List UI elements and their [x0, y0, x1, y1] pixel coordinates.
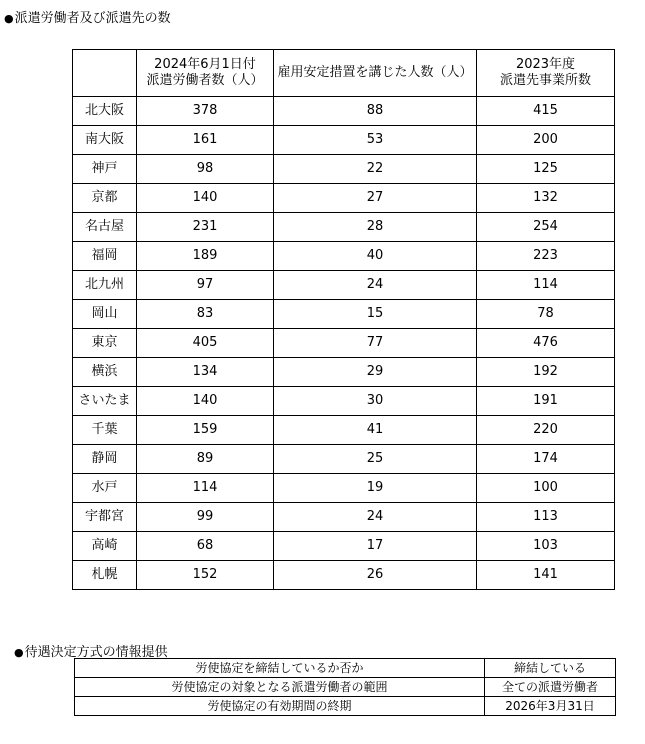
- value-cell: 405: [137, 329, 274, 358]
- info-value-cell: 全ての派遣労働者: [485, 678, 616, 697]
- table-header-row: [73, 50, 615, 97]
- value-cell: 99: [137, 503, 274, 532]
- value-cell: 114: [137, 474, 274, 503]
- info-value-cell: 締結している: [485, 659, 616, 678]
- value-cell: 24: [274, 503, 477, 532]
- value-cell: 161: [137, 126, 274, 155]
- value-cell: 77: [274, 329, 477, 358]
- value-cell: 88: [274, 97, 477, 126]
- table-row: [73, 155, 615, 184]
- value-cell: 28: [274, 213, 477, 242]
- office-name-cell: 宇都宮: [73, 503, 137, 532]
- table-row: [73, 474, 615, 503]
- value-cell: 25: [274, 445, 477, 474]
- office-name-cell: 高崎: [73, 532, 137, 561]
- table-row: [73, 213, 615, 242]
- value-cell: 97: [137, 271, 274, 300]
- table-row: [73, 561, 615, 590]
- dispatch-counts-table: [72, 49, 615, 590]
- value-cell: 476: [477, 329, 615, 358]
- office-name-cell: さいたま: [73, 387, 137, 416]
- office-name-cell: 北大阪: [73, 97, 137, 126]
- table-row: [73, 358, 615, 387]
- section-title: 待遇決定方式の情報提供: [24, 645, 168, 660]
- value-cell: 159: [137, 416, 274, 445]
- value-cell: 125: [477, 155, 615, 184]
- value-cell: 415: [477, 97, 615, 126]
- info-row: [75, 659, 616, 678]
- value-cell: 223: [477, 242, 615, 271]
- table-row: [73, 242, 615, 271]
- value-cell: 24: [274, 271, 477, 300]
- section-heading-dispatch-counts: [4, 7, 171, 26]
- info-row: [75, 678, 616, 697]
- bullet-icon: ●: [14, 646, 24, 659]
- value-cell: 22: [274, 155, 477, 184]
- office-name-cell: 静岡: [73, 445, 137, 474]
- value-cell: 27: [274, 184, 477, 213]
- value-cell: 83: [137, 300, 274, 329]
- value-cell: 29: [274, 358, 477, 387]
- value-cell: 191: [477, 387, 615, 416]
- table-row: [73, 300, 615, 329]
- office-name-cell: 東京: [73, 329, 137, 358]
- value-cell: 141: [477, 561, 615, 590]
- table-body: [73, 97, 615, 590]
- value-cell: 41: [274, 416, 477, 445]
- value-cell: 152: [137, 561, 274, 590]
- value-cell: 40: [274, 242, 477, 271]
- column-header: 雇用安定措置を講じた人数（人）: [274, 50, 477, 97]
- office-name-cell: 岡山: [73, 300, 137, 329]
- value-cell: 68: [137, 532, 274, 561]
- value-cell: 30: [274, 387, 477, 416]
- office-name-cell: 名古屋: [73, 213, 137, 242]
- value-cell: 174: [477, 445, 615, 474]
- office-name-cell: 京都: [73, 184, 137, 213]
- table-row: [73, 184, 615, 213]
- column-header: 2023年度 派遣先事業所数: [477, 50, 615, 97]
- info-label-cell: 労使協定の対象となる派遣労働者の範囲: [75, 678, 485, 697]
- office-name-cell: 北九州: [73, 271, 137, 300]
- value-cell: 192: [477, 358, 615, 387]
- treatment-info-table: [74, 658, 616, 716]
- office-name-cell: 福岡: [73, 242, 137, 271]
- value-cell: 114: [477, 271, 615, 300]
- value-cell: 19: [274, 474, 477, 503]
- table-row: [73, 329, 615, 358]
- info-label-cell: 労使協定を締結しているか否か: [75, 659, 485, 678]
- value-cell: 132: [477, 184, 615, 213]
- table-row: [73, 416, 615, 445]
- table-row: [73, 387, 615, 416]
- value-cell: 134: [137, 358, 274, 387]
- office-name-cell: 札幌: [73, 561, 137, 590]
- value-cell: 220: [477, 416, 615, 445]
- office-name-cell: 水戸: [73, 474, 137, 503]
- table-row: [73, 97, 615, 126]
- value-cell: 254: [477, 213, 615, 242]
- office-name-cell: 千葉: [73, 416, 137, 445]
- value-cell: 100: [477, 474, 615, 503]
- value-cell: 189: [137, 242, 274, 271]
- section-title: 派遣労働者及び派遣先の数: [14, 11, 171, 26]
- value-cell: 140: [137, 387, 274, 416]
- value-cell: 26: [274, 561, 477, 590]
- value-cell: 17: [274, 532, 477, 561]
- value-cell: 140: [137, 184, 274, 213]
- column-header: 2024年6月1日付 派遣労働者数（人）: [137, 50, 274, 97]
- value-cell: 98: [137, 155, 274, 184]
- info-row: [75, 697, 616, 716]
- value-cell: 378: [137, 97, 274, 126]
- value-cell: 231: [137, 213, 274, 242]
- table-row: [73, 445, 615, 474]
- bullet-icon: ●: [4, 12, 14, 25]
- table-row: [73, 503, 615, 532]
- value-cell: 103: [477, 532, 615, 561]
- office-name-cell: 横浜: [73, 358, 137, 387]
- table-row: [73, 126, 615, 155]
- info-label-cell: 労使協定の有効期間の終期: [75, 697, 485, 716]
- value-cell: 200: [477, 126, 615, 155]
- value-cell: 113: [477, 503, 615, 532]
- value-cell: 53: [274, 126, 477, 155]
- column-header: [73, 50, 137, 97]
- value-cell: 78: [477, 300, 615, 329]
- table-row: [73, 532, 615, 561]
- value-cell: 15: [274, 300, 477, 329]
- office-name-cell: 神戸: [73, 155, 137, 184]
- office-name-cell: 南大阪: [73, 126, 137, 155]
- table-row: [73, 271, 615, 300]
- value-cell: 89: [137, 445, 274, 474]
- info-value-cell: 2026年3月31日: [485, 697, 616, 716]
